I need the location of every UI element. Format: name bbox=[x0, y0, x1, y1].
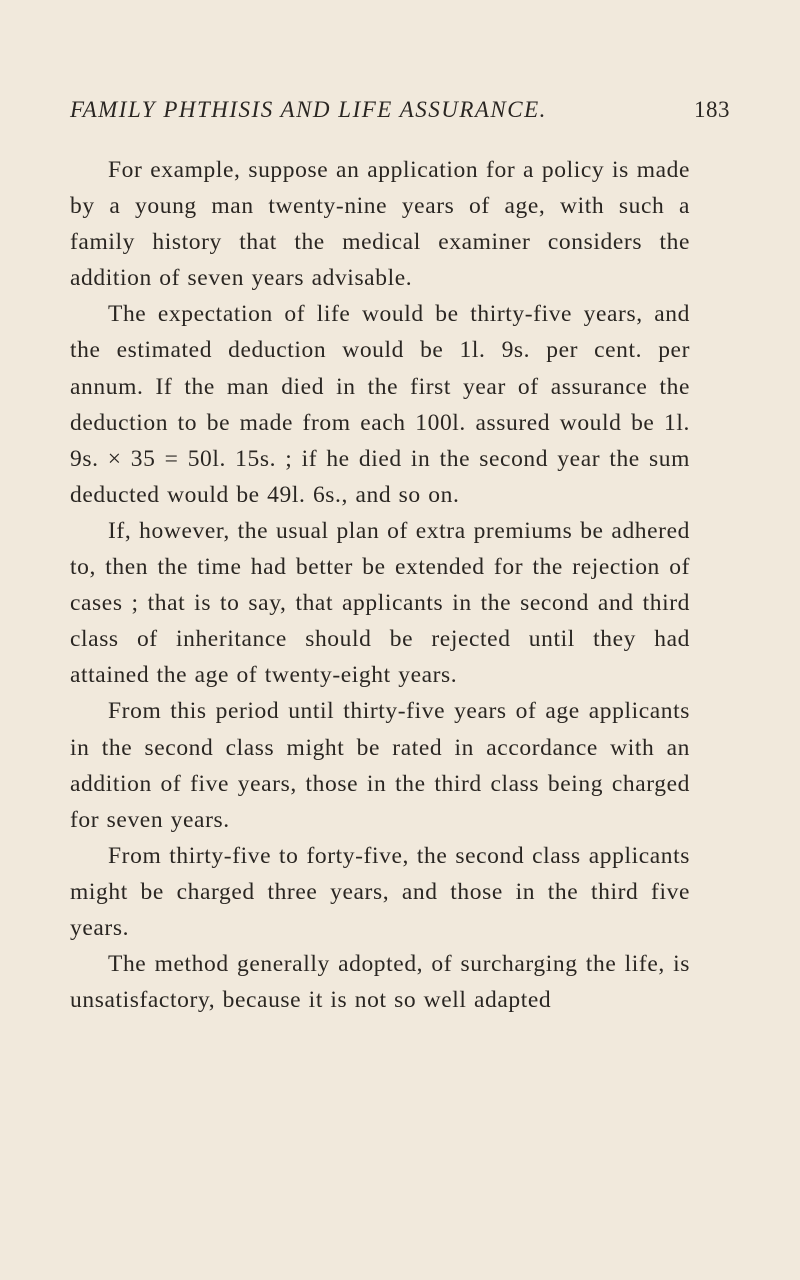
paragraph-4: From this period until thirty-five years of age applicants in the second class might be rated in accordance with an addition of five years, those in the third class being charged for seven years. bbox=[70, 698, 690, 833]
paragraph-6: The method generally adopted, of surcharging the life, is unsatisfactory, because it is not so well adapted bbox=[70, 951, 690, 1014]
paragraph-5: From thirty-five to forty-five, the second class applicants might be charged three years, and those in the third five years. bbox=[70, 842, 690, 941]
running-head bbox=[70, 97, 730, 131]
running-title: FAMILY PHTHISIS AND LIFE ASSURANCE. bbox=[70, 97, 547, 122]
paragraph-2: The expectation of life would be thirty-five years, and the estimated deduction would be 1l. 9s. per cent. per annum. If the man died in the first year of assurance the deduction to be made from each 100l. assured would be 1l. 9s. × 35 = 50l. 15s. ; if he died in the second year the sum deducted would be 49l. 6s., and so on. bbox=[70, 301, 690, 508]
page-number: 183 bbox=[694, 97, 730, 122]
paragraph-3: If, however, the usual plan of extra premiums be adhered to, then the time had better be extended for the rejection of cases ; that is to say, that applicants in the second and third class of inheritance should be rejected until they had attained the age of twenty-eight years. bbox=[70, 517, 690, 689]
paragraph-1: For example, suppose an application for a policy is made by a young man twenty-nine years of age, with such a family history that the medical examiner considers the addition of seven years advisable. bbox=[70, 157, 690, 292]
body-text bbox=[70, 152, 690, 1018]
